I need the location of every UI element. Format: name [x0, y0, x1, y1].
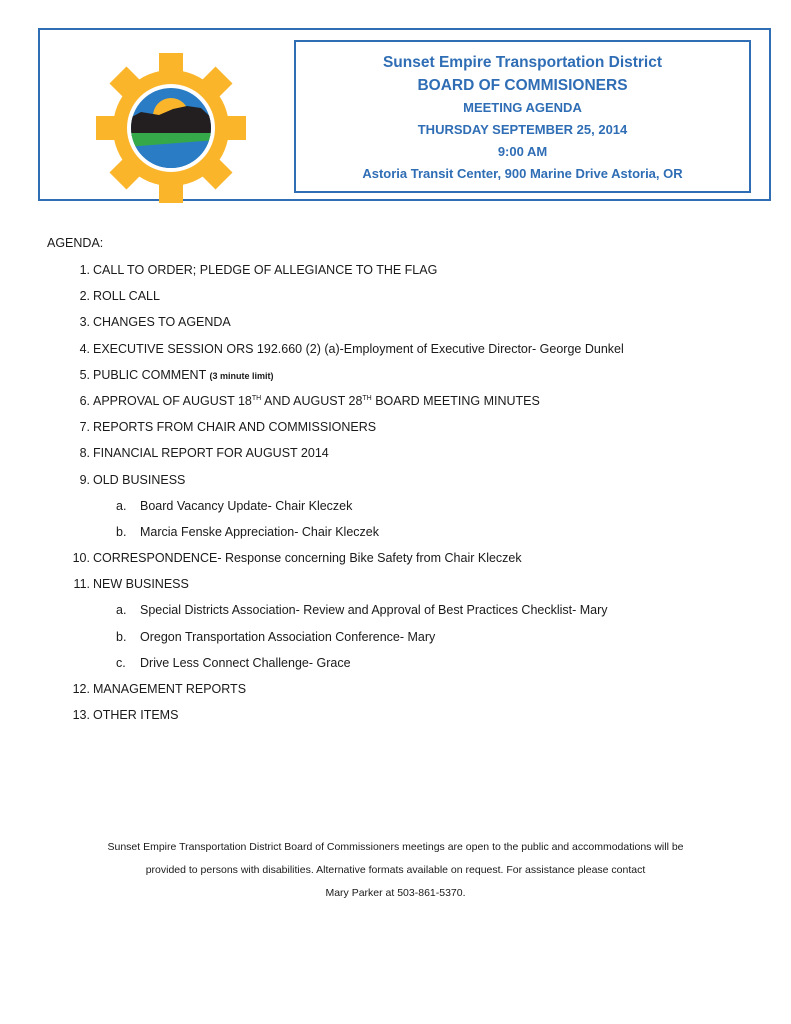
item-number: 10. [72, 551, 90, 566]
item-number: 5. [79, 367, 90, 382]
subitem-letter: a. [116, 603, 127, 618]
item-number: 12. [72, 682, 90, 696]
agenda-list [70, 262, 770, 733]
agenda-item [70, 419, 770, 445]
subitem-text: Oregon Transportation Association Conference- Mary [140, 629, 436, 644]
item-number: 9. [79, 472, 90, 487]
item-text: EXECUTIVE SESSION ORS 192.660 (2) (a)-Employment of Executive Director- George Dunkel [93, 341, 624, 356]
gear-tooth [96, 116, 120, 140]
district-logo-icon [95, 52, 247, 204]
agenda-item [70, 314, 770, 340]
item-text: MANAGEMENT REPORTS [93, 682, 247, 696]
subitem-letter: b. [116, 524, 127, 539]
agenda-item [70, 445, 770, 471]
item-number: 3. [79, 315, 90, 330]
document-type: MEETING AGENDA [463, 100, 582, 115]
subitem-text: Board Vacancy Update- Chair Kleczek [140, 498, 353, 513]
item-number: 7. [79, 420, 90, 435]
subitem-letter: c. [116, 655, 126, 670]
notice-line: provided to persons with disabilities. Alternative formats available on request. For assistance please contact [145, 864, 646, 876]
meeting-info-box [294, 40, 751, 193]
subitem-text: Special Districts Association- Review and Approval of Best Practices Checklist- Mary [140, 603, 608, 618]
ordinal-suffix: TH [251, 394, 262, 402]
agenda-subitem [70, 498, 770, 524]
agenda-item [70, 341, 770, 367]
text-part: BOARD MEETING MINUTES [371, 393, 540, 408]
item-text: CALL TO ORDER; PLEDGE OF ALLEGIANCE TO THE FLAG [93, 263, 438, 277]
agenda-item [70, 550, 770, 576]
item-note: (3 minute limit) [209, 370, 274, 381]
item-number: 2. [79, 289, 90, 304]
item-number: 11. [73, 577, 90, 592]
subitem-letter: b. [116, 629, 127, 644]
meeting-date: THURSDAY SEPTEMBER 25, 2014 [417, 122, 628, 137]
accessibility-notice [40, 836, 751, 905]
item-number: 4. [79, 341, 90, 356]
agenda-subitem [70, 602, 770, 628]
item-text: FINANCIAL REPORT FOR AUGUST 2014 [93, 446, 329, 461]
agenda-subitem [70, 524, 770, 550]
item-text [93, 393, 540, 409]
agenda-item [70, 472, 770, 498]
agenda-item [70, 707, 770, 733]
item-text: ROLL CALL [93, 289, 160, 304]
notice-line: Sunset Empire Transportation District Board of Commissioners meetings are open to the public and accommodations will be [107, 841, 684, 853]
gear-tooth [159, 53, 183, 77]
subitem-letter: a. [116, 498, 127, 513]
agenda-item [70, 262, 770, 288]
item-text [93, 367, 273, 384]
agenda-item [70, 288, 770, 314]
ordinal-suffix: TH [362, 394, 372, 402]
meeting-time: 9:00 AM [497, 144, 548, 159]
subitem-text: Marcia Fenske Appreciation- Chair Kleczek [140, 524, 379, 539]
agenda-item [70, 681, 770, 707]
agenda-subitem [70, 629, 770, 655]
subitem-text: Drive Less Connect Challenge- Grace [140, 655, 351, 670]
text-part: APPROVAL OF AUGUST 18 [93, 393, 252, 408]
item-number: 1. [79, 263, 90, 277]
gear-tooth [159, 179, 183, 203]
text-part: AND AUGUST 28 [261, 393, 363, 408]
item-number: 13. [72, 708, 90, 723]
gear-tooth [222, 116, 246, 140]
agenda-subitem [70, 655, 770, 681]
item-text: NEW BUSINESS [93, 577, 189, 592]
item-main-text: PUBLIC COMMENT [93, 367, 206, 382]
agenda-heading: AGENDA: [47, 236, 104, 250]
agenda-item [70, 367, 770, 393]
item-number: 8. [79, 446, 90, 461]
meeting-location: Astoria Transit Center, 900 Marine Drive Astoria, OR [362, 166, 683, 181]
item-text: CORRESPONDENCE- Response concerning Bike Safety from Chair Kleczek [93, 551, 522, 566]
item-text: REPORTS FROM CHAIR AND COMMISSIONERS [93, 420, 377, 435]
board-title: BOARD OF COMMISIONERS [417, 77, 628, 94]
item-text: CHANGES TO AGENDA [93, 315, 231, 330]
organization-name: Sunset Empire Transportation District [382, 54, 663, 71]
item-text: OTHER ITEMS [93, 708, 179, 723]
contact-line: Mary Parker at 503-861-5370. [325, 887, 466, 899]
item-number: 6. [79, 393, 90, 408]
agenda-item [70, 576, 770, 602]
agenda-item [70, 393, 770, 419]
item-text: OLD BUSINESS [93, 472, 186, 487]
